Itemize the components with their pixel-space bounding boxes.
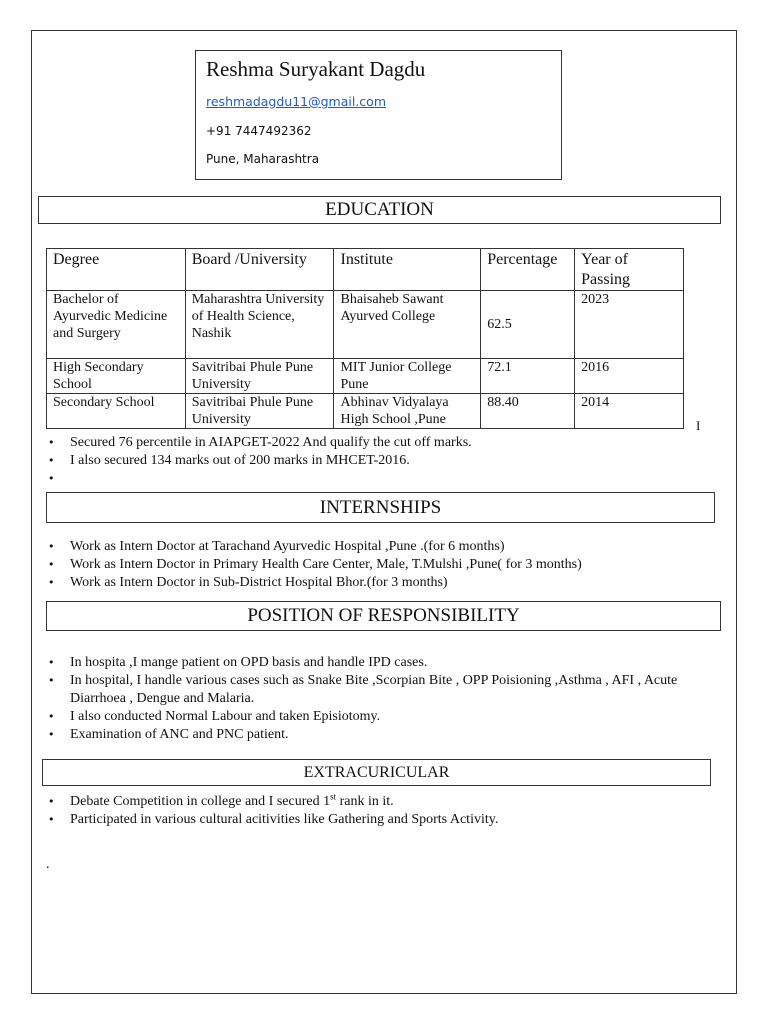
list-item: • I also conducted Normal Labour and taken Episiotomy. [45, 708, 725, 726]
internships-heading: INTERNSHIPS [46, 492, 715, 523]
column-header: Year of Passing [575, 249, 684, 291]
cell-degree: High Secondary School [47, 359, 186, 394]
column-header: Institute [334, 249, 481, 291]
list-item: • Examination of ANC and PNC patient. [45, 726, 725, 744]
table-header-row [47, 249, 684, 291]
stray-mark: I [696, 418, 701, 433]
item-text: rank in it. [336, 794, 394, 809]
cell-board: Savitribai Phule Pune University [185, 359, 334, 394]
list-item: • In hospital, I handle various cases such as Snake Bite ,Scorpian Bite , OPP Poisioning ,Asthma , AFI , Acute Diarrhoea , Dengue and Malaria. [45, 672, 725, 708]
cell-percentage: 62.5 [481, 291, 575, 359]
list-item [45, 470, 725, 488]
cell-board: Maharashtra University of Health Science, Nashik [185, 291, 334, 359]
list-item: • Work as Intern Doctor in Sub-District Hospital Bhor.(for 3 months) [45, 574, 725, 592]
table-row [47, 291, 684, 359]
internships-list [45, 538, 725, 592]
list-item: • I also secured 134 marks out of 200 marks in MHCET-2016. [45, 452, 725, 470]
cell-degree: Secondary School [47, 394, 186, 429]
email-link[interactable]: reshmadagdu11@gmail.com [206, 94, 387, 109]
cell-percentage: 72.1 [481, 359, 575, 394]
contact-box [195, 50, 562, 180]
column-header: Degree [47, 249, 186, 291]
cell-year: 2016 [575, 359, 684, 394]
list-item [45, 793, 725, 811]
candidate-name: Reshma Suryakant Dagdu [206, 57, 426, 81]
extracurricular-list [45, 793, 725, 829]
responsibility-heading: POSITION OF RESPONSIBILITY [46, 601, 721, 631]
education-achievements-list [45, 434, 725, 488]
ordinal-suffix: st [330, 791, 337, 802]
column-header: Percentage [481, 249, 575, 291]
cell-institute: Bhaisaheb Sawant Ayurved College [334, 291, 481, 359]
cell-institute: Abhinav Vidyalaya High School ,Pune [334, 394, 481, 429]
extracurricular-heading: EXTRACURICULAR [42, 759, 711, 786]
item-text: Debate Competition in college and I secured 1 [70, 794, 331, 809]
list-item: • Secured 76 percentile in AIAPGET-2022 And qualify the cut off marks. [45, 434, 725, 452]
list-item: • Work as Intern Doctor in Primary Health Care Center, Male, T.Mulshi ,Pune( for 3 months) [45, 556, 725, 574]
table-row [47, 359, 684, 394]
table-row [47, 394, 684, 429]
list-item: • In hospita ,I mange patient on OPD basis and handle IPD cases. [45, 654, 725, 672]
cell-board: Savitribai Phule Pune University [185, 394, 334, 429]
location: Pune, Maharashtra [206, 152, 320, 166]
list-item: • Participated in various cultural acitivities like Gathering and Sports Activity. [45, 811, 725, 829]
cell-year: 2014 [575, 394, 684, 429]
responsibility-list [45, 654, 725, 744]
cell-year: 2023 [575, 291, 684, 359]
cell-institute: MIT Junior College Pune [334, 359, 481, 394]
column-header: Board /University [185, 249, 334, 291]
cell-degree: Bachelor of Ayurvedic Medicine and Surgery [47, 291, 186, 359]
education-heading: EDUCATION [38, 196, 721, 224]
trailing-dot: . [46, 857, 50, 872]
cell-percentage: 88.40 [481, 394, 575, 429]
phone-number: +91 7447492362 [206, 124, 312, 138]
education-table [46, 248, 684, 429]
list-item: • Work as Intern Doctor at Tarachand Ayurvedic Hospital ,Pune .(for 6 months) [45, 538, 725, 556]
